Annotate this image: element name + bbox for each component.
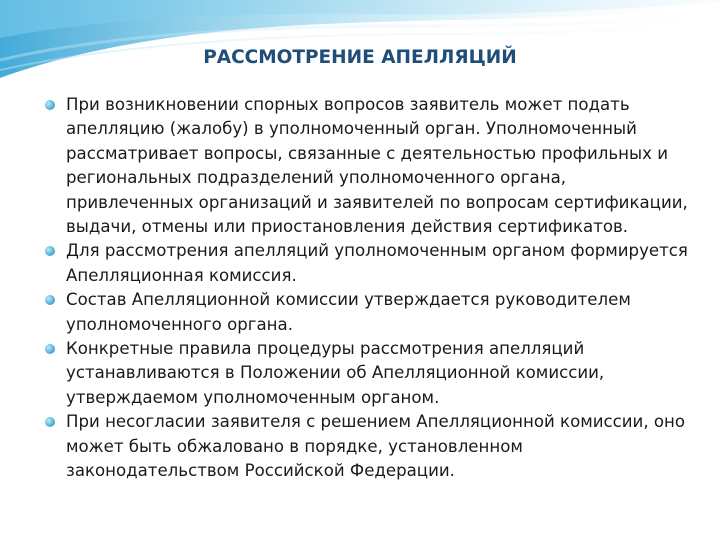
list-item [44,93,696,239]
bullet-text: Конкретные правила процедуры рассмотрения апелляций устанавливаются в Положении об Апелляционной комиссии, утверждаемом уполномоченным органом. [66,339,605,407]
bullet-text: Для рассмотрения апелляций уполномоченным органом формируется Апелляционная комиссия. [66,241,688,285]
bullet-icon [45,295,55,305]
bullet-icon [45,246,55,256]
bullet-icon [45,417,55,427]
list-item [44,337,696,410]
bullet-list [44,93,696,484]
bullet-text: Состав Апелляционной комиссии утверждается руководителем уполномоченного органа. [66,290,631,334]
slide-title: РАССМОТРЕНИЕ АПЕЛЛЯЦИЙ [203,47,517,68]
bullet-text: При несогласии заявителя с решением Апелляционной комиссии, оно может быть обжаловано в порядке, установленном законодательством Российской Федерации. [66,412,686,481]
bullet-text: При возникновении спорных вопросов заявитель может подать апелляцию (жалобу) в уполномоченный орган. Уполномоченный рассматривает вопросы, связанные с деятельностью профильных и региональных подразделений уполномоченного органа, привлеченных организаций и заявителей по вопросам сертификации, выдачи, отмены или приостановления действия сертификатов. [66,95,688,237]
bullet-icon [45,344,55,354]
list-item [44,288,696,337]
bullet-icon [45,100,55,110]
list-item [44,410,696,483]
list-item [44,239,696,288]
